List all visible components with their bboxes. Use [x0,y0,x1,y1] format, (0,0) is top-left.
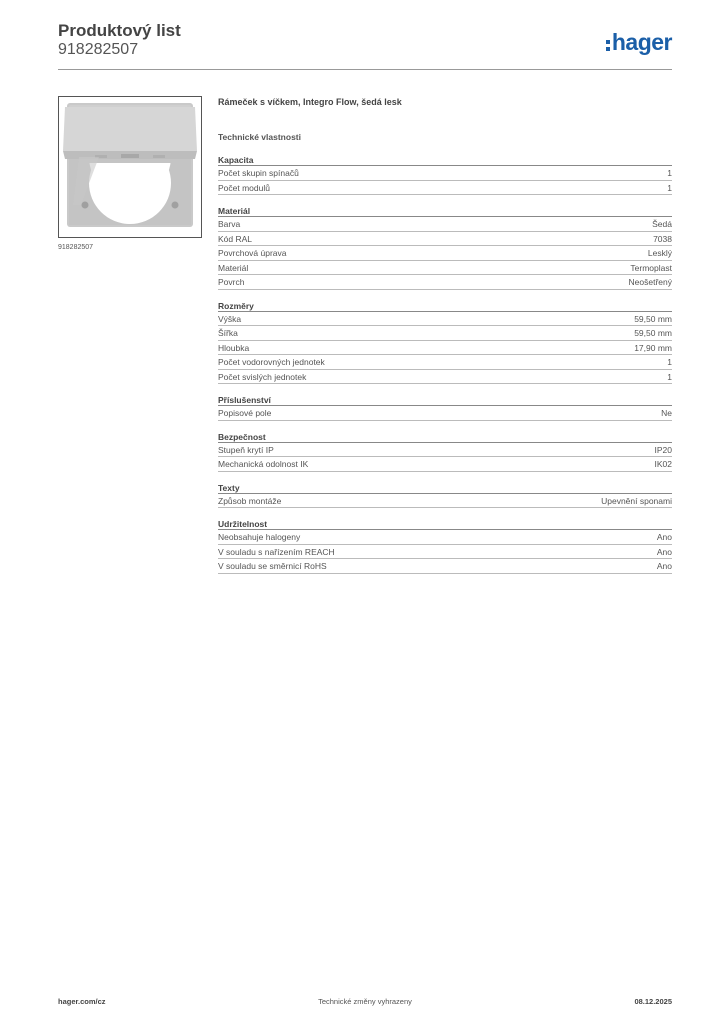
hager-logo [606,30,672,54]
spec-row [218,443,672,458]
spec-sections [218,154,672,574]
logo-text: hager [611,29,672,55]
page-footer [58,997,672,1009]
footer-url[interactable]: hager.com/cz [58,997,106,1006]
spec-label: Hloubka [218,342,250,353]
section-title: Udržitelnost [218,518,672,530]
spec-row [218,166,672,181]
section-title: Bezpečnost [218,431,672,443]
spec-value: Neošetřený [628,277,672,287]
spec-label: Povrch [218,277,245,287]
technical-properties-heading: Technické vlastnosti [218,132,301,142]
page-header [58,22,672,66]
spec-label: Počet vodorovných jednotek [218,357,325,367]
spec-value: 59,50 mm [634,313,672,324]
section-title: Rozměry [218,300,672,312]
spec-label: Šířka [218,328,238,338]
product-image [58,96,202,238]
spec-section [218,394,672,421]
spec-value: Ano [656,546,672,557]
footer-date: 08.12.2025 [634,997,672,1006]
spec-section [218,205,672,290]
spec-label: Počet svislých jednotek [218,371,307,382]
spec-row [218,559,672,574]
spec-label: Způsob montáže [218,495,282,506]
spec-row [218,457,672,472]
spec-label: Barva [218,219,241,229]
spec-label: Popisové pole [218,408,272,418]
cover-frame-icon [59,97,201,237]
spec-row [218,275,672,290]
spec-label: Neobsahuje halogeny [218,532,301,542]
section-title: Texty [218,482,672,494]
spec-label: Výška [218,313,242,324]
spec-row [218,261,672,276]
page-title: Produktový list [58,21,181,40]
spec-value: 7038 [653,233,672,244]
spec-value: 1 [667,182,672,193]
spec-label: Stupeň krytí IP [218,444,274,455]
spec-row [218,312,672,327]
spec-row [218,341,672,356]
spec-section [218,482,672,509]
spec-value: 1 [667,371,672,382]
spec-label: Materiál [218,262,249,273]
section-title: Kapacita [218,154,672,166]
spec-label: Počet skupin spínačů [218,168,299,178]
spec-section [218,300,672,385]
spec-row [218,181,672,196]
spec-value: IP20 [654,444,672,455]
spec-value: 59,50 mm [634,328,672,338]
spec-row [218,246,672,261]
section-title: Příslušenství [218,394,672,406]
spec-label: V souladu s nařízením REACH [218,546,335,557]
spec-row [218,406,672,421]
spec-value: Ano [656,561,672,571]
spec-row [218,370,672,385]
section-title: Materiál [218,205,672,217]
image-caption: 918282507 [58,244,94,251]
spec-value: Upevnění sponami [601,495,672,506]
spec-value: Šedá [652,219,672,229]
footer-note: Technické změny vyhrazeny [318,997,412,1006]
spec-value: Ano [656,532,672,542]
spec-section [218,154,672,195]
spec-row [218,355,672,370]
spec-value: 1 [667,168,672,178]
spec-row [218,494,672,509]
spec-section [218,431,672,472]
spec-value: Lesklý [647,248,672,258]
spec-value: Termoplast [630,262,672,273]
spec-label: Kód RAL [218,233,253,244]
spec-row [218,530,672,545]
spec-row [218,545,672,560]
product-number: 918282507 [58,41,139,58]
spec-label: Mechanická odolnost IK [218,459,309,469]
product-details [218,96,672,574]
spec-row [218,326,672,341]
spec-label: Počet modulů [218,182,270,193]
spec-section [218,518,672,574]
spec-label: Povrchová úprava [218,248,287,258]
spec-value: Ne [661,408,672,418]
spec-row [218,217,672,232]
product-name: Rámeček s víčkem, Integro Flow, šedá lesk [218,97,402,107]
spec-value: 17,90 mm [634,342,672,353]
spec-value: 1 [667,357,672,367]
spec-label: V souladu se směrnicí RoHS [218,561,327,571]
spec-row [218,232,672,247]
logo-dots-icon [606,40,610,51]
header-divider [58,69,672,70]
spec-value: IK02 [654,459,672,469]
